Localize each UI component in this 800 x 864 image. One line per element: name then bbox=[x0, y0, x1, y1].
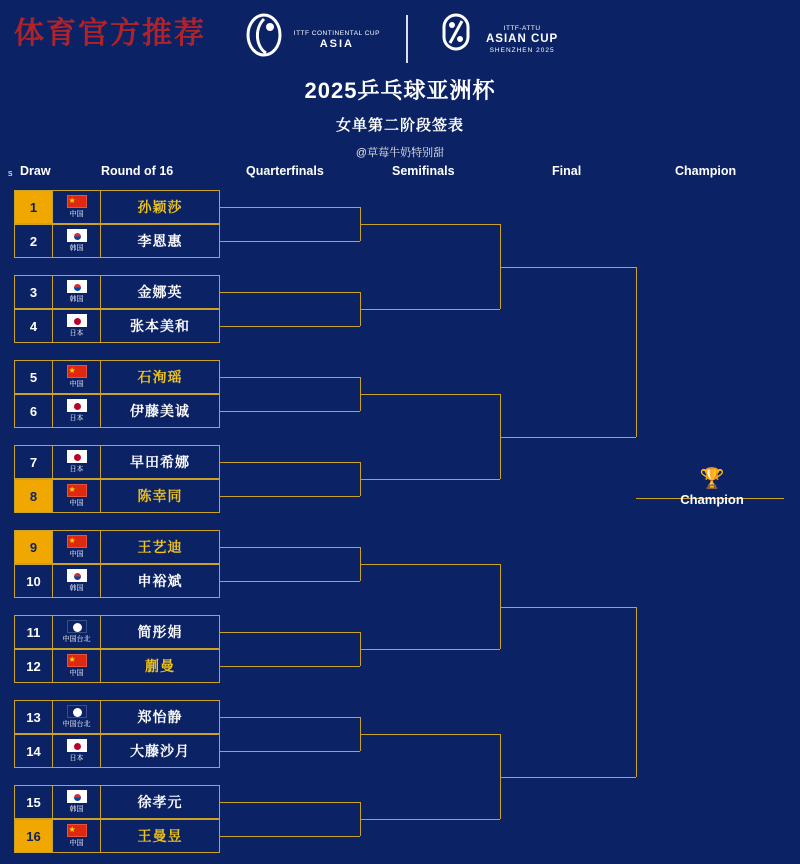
nation-cell bbox=[53, 446, 101, 478]
connector-line bbox=[220, 802, 360, 803]
nation-label: 日本 bbox=[69, 755, 84, 762]
column-header-semifinals: Semifinals bbox=[392, 164, 455, 178]
player-name: 伊藤美诚 bbox=[130, 403, 190, 419]
bracket-slot[interactable] bbox=[14, 190, 220, 224]
connector-line bbox=[360, 819, 500, 820]
nation-label: 韩国 bbox=[69, 296, 84, 303]
column-header-final: Final bbox=[552, 164, 582, 178]
connector-line bbox=[220, 292, 360, 293]
bracket-slot[interactable] bbox=[14, 530, 220, 564]
bracket-slot[interactable] bbox=[14, 615, 220, 649]
connector-line bbox=[220, 666, 360, 667]
nation-cell bbox=[53, 276, 101, 308]
connector-line bbox=[220, 547, 360, 548]
bracket-slot[interactable] bbox=[14, 785, 220, 819]
column-header-seed: s bbox=[8, 168, 13, 178]
connector-line bbox=[220, 496, 360, 497]
connector-line bbox=[220, 326, 360, 327]
flag-cn-icon bbox=[67, 824, 87, 837]
player-name: 王曼昱 bbox=[137, 828, 183, 844]
player-name: 申裕斌 bbox=[137, 573, 183, 589]
nation-cell bbox=[53, 650, 101, 682]
nation-cell bbox=[53, 395, 101, 427]
connector-line bbox=[500, 267, 636, 268]
seed-number: 15 bbox=[15, 786, 53, 818]
asian-cup-line1: ITTF-ATTU bbox=[503, 24, 541, 32]
connector-line bbox=[636, 267, 637, 437]
column-header-draw: Draw bbox=[20, 164, 51, 178]
connector-line bbox=[220, 581, 360, 582]
connector-line bbox=[360, 649, 500, 650]
connector-line bbox=[220, 632, 360, 633]
nation-label: 中国台北 bbox=[62, 721, 91, 728]
player-name: 孙颖莎 bbox=[137, 199, 183, 215]
nation-cell bbox=[53, 735, 101, 767]
player-name: 张本美和 bbox=[130, 318, 190, 334]
nation-label: 中国 bbox=[69, 670, 84, 677]
connector-line bbox=[220, 241, 360, 242]
bracket-slot[interactable] bbox=[14, 819, 220, 853]
bracket-slot[interactable] bbox=[14, 479, 220, 513]
trophy-icon: 🏆 bbox=[699, 468, 725, 490]
player-name: 石洵瑶 bbox=[137, 369, 183, 385]
bracket-slot[interactable] bbox=[14, 445, 220, 479]
seed-number: 1 bbox=[15, 191, 53, 223]
champion-label: Champion bbox=[680, 492, 744, 507]
nation-label: 中国 bbox=[69, 840, 84, 847]
nation-label: 中国 bbox=[69, 500, 84, 507]
player-name: 徐孝元 bbox=[137, 794, 183, 810]
nation-label: 中国台北 bbox=[62, 636, 91, 643]
bracket-slot[interactable] bbox=[14, 394, 220, 428]
connector-line bbox=[220, 462, 360, 463]
bracket-slot[interactable] bbox=[14, 275, 220, 309]
nation-cell bbox=[53, 531, 101, 563]
bracket-slot[interactable] bbox=[14, 360, 220, 394]
seed-number: 4 bbox=[15, 310, 53, 342]
flag-cn-icon bbox=[67, 195, 87, 208]
connector-line bbox=[360, 734, 500, 735]
nation-cell bbox=[53, 565, 101, 597]
seed-number: 6 bbox=[15, 395, 53, 427]
nation-label: 中国 bbox=[69, 211, 84, 218]
asian-cup-line2: ASIAN CUP bbox=[485, 32, 559, 45]
player-name: 郑怡静 bbox=[137, 709, 183, 725]
connector-line bbox=[220, 836, 360, 837]
bracket-slot[interactable] bbox=[14, 649, 220, 683]
seed-number: 13 bbox=[15, 701, 53, 733]
column-header-round-of-16: Round of 16 bbox=[101, 164, 174, 178]
seed-number: 14 bbox=[15, 735, 53, 767]
seed-number: 9 bbox=[15, 531, 53, 563]
nation-cell bbox=[53, 820, 101, 852]
nation-label: 日本 bbox=[69, 466, 84, 473]
nation-cell bbox=[53, 361, 101, 393]
player-name: 早田希娜 bbox=[130, 454, 190, 470]
asian-cup-line3: SHENZHEN 2025 bbox=[489, 46, 555, 54]
flag-jp-icon bbox=[67, 450, 87, 463]
connector-line bbox=[360, 224, 500, 225]
flag-cn-icon bbox=[67, 484, 87, 497]
connector-line bbox=[360, 309, 500, 310]
bracket-slot[interactable] bbox=[14, 734, 220, 768]
flag-kr-icon bbox=[67, 790, 87, 803]
watermark: 体育官方推荐 bbox=[14, 17, 206, 50]
connector-line bbox=[220, 751, 360, 752]
nation-label: 韩国 bbox=[69, 245, 84, 252]
seed-number: 2 bbox=[15, 225, 53, 257]
credit-text: @草莓牛奶特别甜 bbox=[355, 147, 445, 159]
flag-tw-icon bbox=[67, 705, 87, 718]
player-name: 金娜英 bbox=[137, 284, 183, 300]
nation-cell bbox=[53, 191, 101, 223]
continental-cup-line2: ASIA bbox=[319, 38, 354, 50]
connector-line bbox=[220, 377, 360, 378]
connector-line bbox=[220, 717, 360, 718]
bracket-slot[interactable] bbox=[14, 564, 220, 598]
page-title: 2025乒乓球亚洲杯 bbox=[304, 78, 496, 103]
flag-kr-icon bbox=[67, 229, 87, 242]
seed-number: 5 bbox=[15, 361, 53, 393]
nation-label: 日本 bbox=[69, 415, 84, 422]
player-name: 简彤娟 bbox=[137, 624, 183, 640]
bracket-slot[interactable] bbox=[14, 224, 220, 258]
nation-cell bbox=[53, 701, 101, 733]
connector-line bbox=[500, 437, 636, 438]
seed-number: 7 bbox=[15, 446, 53, 478]
nation-cell bbox=[53, 616, 101, 648]
flag-tw-icon bbox=[67, 620, 87, 633]
player-name: 李恩惠 bbox=[137, 233, 183, 249]
player-name: 蒯曼 bbox=[145, 658, 175, 674]
player-name: 大藤沙月 bbox=[130, 743, 190, 759]
seed-number: 11 bbox=[15, 616, 53, 648]
player-name: 王艺迪 bbox=[137, 539, 183, 555]
connector-line bbox=[500, 777, 636, 778]
flag-jp-icon bbox=[67, 314, 87, 327]
connector-line bbox=[360, 394, 500, 395]
seed-number: 8 bbox=[15, 480, 53, 512]
nation-label: 韩国 bbox=[69, 806, 84, 813]
connector-line bbox=[360, 564, 500, 565]
player-name: 陈幸同 bbox=[137, 488, 183, 504]
connector-line bbox=[500, 607, 636, 608]
flag-cn-icon bbox=[67, 535, 87, 548]
seed-number: 12 bbox=[15, 650, 53, 682]
page-subtitle: 女单第二阶段签表 bbox=[335, 117, 464, 134]
connector-line bbox=[220, 207, 360, 208]
continental-cup-line1: ITTF CONTINENTAL CUP bbox=[293, 30, 380, 37]
seed-number: 10 bbox=[15, 565, 53, 597]
bracket-slot[interactable] bbox=[14, 700, 220, 734]
flag-jp-icon bbox=[67, 739, 87, 752]
connector-line bbox=[360, 479, 500, 480]
flag-cn-icon bbox=[67, 654, 87, 667]
connector-line bbox=[636, 607, 637, 777]
flag-kr-icon bbox=[67, 569, 87, 582]
seed-number: 3 bbox=[15, 276, 53, 308]
nation-cell bbox=[53, 310, 101, 342]
flag-kr-icon bbox=[67, 280, 87, 293]
bracket-slot[interactable] bbox=[14, 309, 220, 343]
nation-cell bbox=[53, 786, 101, 818]
connector-line bbox=[220, 411, 360, 412]
seed-number: 16 bbox=[15, 820, 53, 852]
champion-box bbox=[648, 468, 776, 507]
flag-cn-icon bbox=[67, 365, 87, 378]
column-header-champion: Champion bbox=[675, 164, 737, 178]
nation-label: 韩国 bbox=[69, 585, 84, 592]
column-header-quarterfinals: Quarterfinals bbox=[246, 164, 324, 178]
nation-label: 中国 bbox=[69, 551, 84, 558]
nation-cell bbox=[53, 225, 101, 257]
flag-jp-icon bbox=[67, 399, 87, 412]
nation-cell bbox=[53, 480, 101, 512]
nation-label: 中国 bbox=[69, 381, 84, 388]
nation-label: 日本 bbox=[69, 330, 84, 337]
